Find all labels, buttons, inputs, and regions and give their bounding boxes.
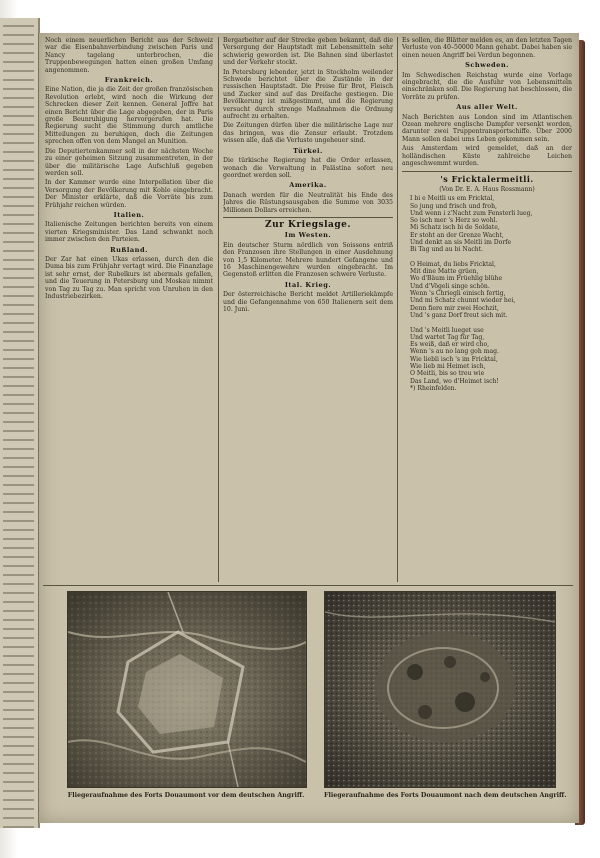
section-heading: Rußland.: [110, 245, 148, 254]
photo-caption: Fliegeraufnahme des Forts Douaumont nach dem deutschen Angriff.: [324, 792, 567, 799]
section-heading: Frankreich.: [104, 76, 154, 85]
poem-line: O Meitli, bis so treu wie: [410, 370, 485, 378]
poem-line: O Heimat, du liebs Fricktal,: [410, 260, 496, 268]
poem-line: [410, 319, 572, 326]
subheading: Ital. Krieg.: [284, 280, 332, 289]
main-heading: Zur Kriegslage.: [265, 219, 351, 230]
poem-line: Das Land, wo d'Heimet isch!: [410, 377, 499, 385]
poem-line: Denn fiere mir zwei Hochzit,: [410, 304, 499, 312]
poem-line: Mi Schatz isch bi de Soldate,: [410, 224, 500, 232]
poem-line: Und 's ganz Dorf freut sich mit.: [410, 311, 508, 319]
poem-line: Und mi Schatz chunnt wieder hei,: [410, 297, 516, 305]
article-text: Der Zar hat einen Ukas erlassen, durch den die Duma bis zum Frühjahr vertagt wird. Die Finanzlage ist sehr ernst, der Rubelkurs ist abermals gefallen, und die Teuerung in Petersburg und Moskau nimmt von Tag zu Tag zu. Man spricht von Unruhen in den Industriebezirken.: [45, 255, 213, 300]
article-text: Ein deutscher Sturm nördlich von Soissons entriß den Franzosen ihre Stellungen in einer Ausdehnung von 1,5 Kilometer. Mehrere hundert Gefangene und 16 Maschinengewehre wurden eingebracht. Im Gegenstoß erlitten die Franzosen schwere Verluste.: [223, 241, 393, 279]
poem-author: (Von Dr. E. A. Haus Rossmann): [439, 185, 535, 193]
poem-title: 's Fricktalermeitli.: [440, 173, 534, 184]
article-text: Der österreichische Bericht meldet Artilleriekämpfe und die Gefangennahme von 650 Italienern seit dem 10. Juni.: [223, 291, 393, 313]
poem-line: Er stoht an der Grenze Wacht,: [410, 231, 504, 239]
aerial-photo-after: [324, 591, 556, 788]
section-heading: Italien.: [113, 210, 145, 219]
poem-line: Wo d'Bäum im Früehlig blühe: [410, 275, 503, 283]
article-text: Die türkische Regierung hat die Order erlassen, wonach die Verwaltung in Palästina sofort neu geordnet werden soll.: [223, 157, 393, 179]
newspaper-page: [38, 33, 579, 823]
poem-line: So isch mer 's Herz so wohl.: [410, 217, 498, 225]
article-text: Bergarbeiter auf der Strecke geben bekannt, daß die Versorgung der Hauptstadt mit Lebensmitteln sehr schwierig geworden ist. Die Bahnen sind überlastet und der Verkehr stockt.: [223, 37, 393, 67]
article-text: Die Deputiertenkammer soll in der nächsten Woche zu einer geheimen Sitzung zusammentreten, in der über die militärische Lage Aufschluß gegeben werden soll.: [45, 147, 213, 177]
subheading: Im Westen.: [284, 231, 332, 240]
section-divider: [223, 217, 393, 218]
poem-line: Wenn 's Chriegli einisch fertig,: [410, 290, 506, 298]
section-heading: Türkei.: [293, 146, 323, 155]
column-3: [402, 37, 572, 582]
column-2: [223, 37, 393, 582]
aerial-photo-before: [67, 591, 307, 788]
poem-line: Es weiß, daß er wird cho,: [410, 341, 490, 349]
column-divider: [218, 37, 219, 582]
poem-line: *) Rheinfelden.: [410, 384, 457, 392]
photo-caption: Fliegeraufnahme des Forts Douaumont vor dem deutschen Angriff.: [67, 792, 305, 799]
poem-line: Bi Tag und au bi Nacht.: [410, 246, 484, 254]
poem-line: I bi e Meitli us em Fricktal,: [410, 195, 495, 203]
horizontal-rule: [43, 585, 573, 586]
column-1: [45, 37, 213, 582]
section-divider: [402, 171, 572, 172]
previous-page-edge: [0, 18, 40, 828]
article-text: Danach werden für die Neutralität bis Ende des Jahres die Rüstungsausgaben die Summe von 3035 Millionen Dollars erreichen.: [223, 191, 393, 214]
article-text: Italienische Zeitungen berichten bereits von einem vierten Kriegsminister. Das Land schwankt noch immer zwischen den Parteien.: [45, 221, 213, 244]
poem-line: Und denkt an sis Meitli im Dorfe: [410, 238, 512, 246]
poem-line: Und wartet Tag für Tag,: [410, 333, 485, 341]
poem-line: Wenn 's au no lang goh mag.: [410, 348, 499, 356]
article-text: Eine Nation, die ja die Zeit der großen französischen Revolution erlebt, wird noch die Wirkung der Schrecken dieser Zeit kennen. General Joffre hat einen Bericht über die Lage abgegeben, der in Paris große Beunruhigung hervorgerufen hat. Die Regierung sucht die Stimmung durch amtliche Mitteilungen zu beruhigen, doch die Zeitungen sprechen offen von dem Mangel an Munition.: [45, 86, 213, 146]
article-text: In Petersburg lebender, jetzt in Stockholm weilender Schwede berichtet über die Zustände in der russischen Hauptstadt. Die Preise für Brot, Fleisch und Zucker sind auf das Dreifache gestiegen. Die Bevölkerung ist mißgestimmt, und die Regierung versucht durch strenge Maßnahmen die Ordnung aufrecht zu erhalten.: [223, 68, 393, 121]
article-text: Es sollen, die Blätter melden es, an den letzten Tagen Verluste von 40–50000 Mann gehabt. Dabei haben sie einen neuen Angriff bei Verdun begonnen.: [402, 37, 572, 59]
article-text: Die Zeitungen dürfen über die militärische Lage nur das bringen, was die Zensur erlaubt. Trotzdem wissen alle, daß die Verluste ungeheuer sind.: [223, 122, 393, 145]
article-text: Noch einem neuerlichen Bericht aus der Schweiz war die Eisenbahnverbindung zwischen Paris und Nancy tagelang unterbrochen, die Truppenbewegungen hatten einen großen Umfang angenommen.: [45, 37, 213, 74]
poem-line: So jung und frisch und froh,: [410, 202, 497, 210]
section-heading: Schweden.: [465, 61, 509, 70]
poem-line: Und 's Meitli lueget use: [410, 326, 484, 334]
column-divider: [397, 37, 398, 582]
article-text: Im Schwedischen Reichstag wurde eine Vorlage eingebracht, die die Ausfuhr von Lebensmitteln einschränken soll. Die Regierung hat beschlossen, die Vorräte zu prüfen.: [402, 71, 572, 101]
poem-line: Wie lieb mi Heimet isch,: [410, 363, 486, 371]
poem-line: Und wenn i z'Nacht zum Fensterli lueg,: [410, 209, 533, 217]
article-text: Aus Amsterdam wird gemeldet, daß an der holländischen Küste zahlreiche Leichen angeschwemmt wurden.: [402, 145, 572, 168]
poem-line: Und d'Vögeli singe schön.: [410, 282, 490, 290]
article-text: Nach Berichten aus London sind im Atlantischen Ozean mehrere englische Dampfer versenkt worden, darunter zwei Truppentransportschiffe. Über 2000 Mann sollen dabei ums Leben gekommen sein.: [402, 113, 572, 143]
poem-line: Mit dine Matte grüen,: [410, 268, 479, 276]
poem-body: [402, 195, 572, 392]
poem-line: [410, 254, 572, 261]
poem-line: Wie liebli isch 's im Fricktal,: [410, 355, 498, 363]
section-heading: Amerika.: [289, 181, 327, 190]
article-text: In der Kammer wurde eine Interpellation über die Versorgung der Bevölkerung mit Kohle eingebracht. Der Minister erklärte, daß die Vorräte bis zum Frühjahr reichen würden.: [45, 179, 213, 209]
section-heading: Aus aller Welt.: [456, 103, 518, 112]
